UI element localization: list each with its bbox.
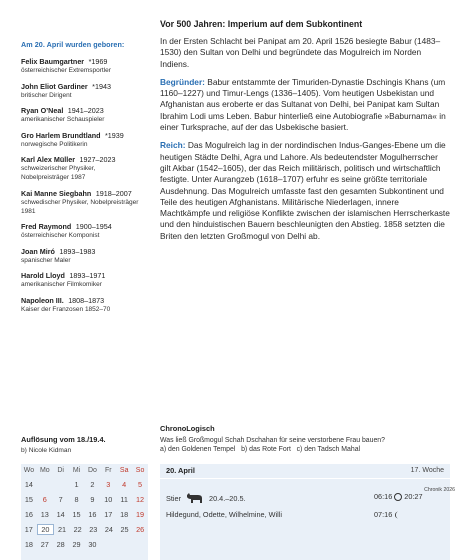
person-description: amerikanischer Filmkomiker: [21, 281, 102, 288]
calendar-day[interactable]: 30: [88, 540, 97, 549]
person-name: Gro Harlem Brundtland: [21, 130, 101, 140]
person-entry: [21, 55, 139, 75]
calendar-day[interactable]: 11: [120, 495, 128, 504]
person-years: 1927–2023: [79, 155, 116, 164]
person-description: österreichischer Komponist: [21, 232, 100, 239]
sunset-time: 20:27: [404, 492, 423, 501]
person-name: Felix Baumgartner: [21, 57, 85, 66]
calendar-day[interactable]: 13: [40, 510, 49, 519]
person-description: schweizerischer Physiker, Nobelpreisträger 1987: [21, 165, 96, 181]
chrono-answers: a) den Goldenen Tempel b) das Rote Fort c) den Tadsch Mahal: [160, 446, 361, 453]
person-name: Joan Miró: [21, 246, 55, 256]
calendar-day[interactable]: 12: [136, 495, 145, 504]
person-years: 1941–2023: [67, 106, 104, 115]
calendar-day[interactable]: 17: [104, 510, 113, 519]
calendar-week-number: 14: [24, 480, 33, 489]
person-description: amerikanischer Schauspieler: [21, 116, 105, 123]
person-years: *1943: [92, 81, 111, 91]
person-years: *1939: [104, 130, 124, 140]
calendar-day[interactable]: 15: [72, 510, 81, 519]
calendar-week-number: 15: [24, 495, 33, 504]
person-description: norwegische Politikerin: [21, 140, 88, 148]
calendar-day[interactable]: 18: [120, 510, 129, 519]
person-years: 1893–1971: [69, 271, 106, 280]
calendar-day[interactable]: 8: [74, 495, 79, 504]
calendar-day[interactable]: 22: [73, 525, 82, 534]
person-entry: [21, 129, 139, 149]
zodiac-range: 20.4.–20.5.: [209, 493, 246, 503]
weekday-label: Do: [87, 467, 97, 474]
person-entry: [21, 80, 139, 100]
divider: [160, 478, 450, 479]
empire-lead: Reich:: [160, 140, 186, 151]
person-description: Kaiser der Franzosen 1852–70: [21, 305, 111, 313]
person-years: 1893–1983: [59, 246, 96, 256]
person-entry: [21, 153, 139, 182]
chrono-quiz: [160, 424, 460, 454]
calendar-day[interactable]: 4: [122, 480, 127, 489]
calendar-day[interactable]: 2: [90, 480, 95, 489]
calendar-day[interactable]: 16: [88, 510, 97, 519]
person-name: Kai Manne Siegbahn: [21, 188, 92, 198]
calendar-week-number: 18: [24, 540, 33, 549]
person-name: Harold Lloyd: [21, 271, 65, 280]
name-days: Hildegund, Odette, Wilhelmine, Willi: [166, 510, 282, 519]
solution-heading: Auflösung vom 18./19.4.: [21, 435, 106, 444]
calendar-day[interactable]: 23: [89, 525, 98, 534]
founder-text: Babur entstammte der Timuriden-Dynastie Dschingis Khans (um 1160–1227) und Timur-Lengs (1336–1405). Vom heutigen Usbekistan und Afghanistan aus eroberte er das Sultanat von Delhi, bei Panipat kam Sultan Ibrahim Lodi ums Leben. Babur hinterließ eine Autobiografie »Baburnama« in einer Turksprache, auf der das Usbekische basiert.: [160, 76, 446, 133]
births-list: [21, 40, 139, 318]
calendar-week-row: [21, 492, 148, 507]
calendar-day[interactable]: 6: [42, 495, 47, 504]
person-name: Karl Alex Müller: [21, 155, 76, 164]
weekday-label: Mi: [72, 467, 81, 474]
day-header: [160, 464, 450, 477]
calendar-week-row: [21, 477, 148, 492]
empire-text: Das Mogulreich lag in der nordindischen Indus-Ganges-Ebene um die heutigen Städte Delhi, Agra und Lahore. Als bedeutendster Mogulherrscher gilt Akbar (1542–1605), der das Reich militärisch, politisch und wirtschaftlich festigte. Unter Aurangzeb (1618–1707) erfuhr es seine größte territoriale Ausdehnung. Das Mogulreich umfasste fast den gesamten Subkontinent und Teile des heutigen Afghanistans. Militärische Niederlagen, innere Machtkämpfe und religiöse Konflikte zwischen der islamischen Herrscherkaste und den hinduistischen Bauern beschleunigten den Abstieg. 1858 setzten die Briten den letzten Großmogul von Delhi ab.: [160, 140, 450, 241]
person-entry: [21, 187, 139, 216]
person-years: 1900–1954: [75, 222, 112, 231]
person-name: Fred Raymond: [21, 222, 72, 231]
person-name: Napoleon III.: [21, 295, 64, 305]
weekday-label: Fr: [105, 467, 112, 474]
calendar-day[interactable]: 27: [40, 540, 49, 549]
zodiac: [166, 492, 246, 504]
person-years: 1918–2007: [95, 188, 132, 198]
person-entry: [21, 269, 139, 289]
weekday-label: So: [135, 467, 145, 474]
calendar-day[interactable]: 3: [106, 480, 111, 489]
person-description: österreichischer Extremsportler: [21, 67, 111, 74]
article-paragraph-empire: [160, 140, 450, 242]
weekday-label: Wo: [23, 467, 35, 474]
calendar-day[interactable]: 28: [56, 540, 65, 549]
chrono-heading: ChronoLogisch: [160, 424, 215, 433]
births-header: Am 20. April wurden geboren:: [21, 40, 125, 49]
calendar-day[interactable]: 10: [104, 495, 113, 504]
calendar-day[interactable]: 21: [58, 525, 67, 534]
calendar-day[interactable]: 24: [104, 525, 113, 534]
calendar-day[interactable]: 19: [136, 510, 145, 519]
person-description: schwedischer Physiker, Nobelpreisträger 1981: [21, 198, 139, 215]
article-intro: In der Ersten Schlacht bei Panipat am 20. April 1526 besiegte Babur (1483–1530) den Sultan von Delhi und begründete das Mogulreich im Norden Indiens.: [160, 36, 441, 69]
calendar-day[interactable]: 14: [56, 510, 65, 519]
weekday-label: Sa: [119, 467, 129, 474]
day-date: 20. April: [166, 466, 195, 475]
bull-icon: [185, 492, 205, 504]
moon-times: [374, 510, 402, 519]
calendar-weekday-header: [21, 464, 148, 477]
person-entry: [21, 245, 139, 265]
chrono-question: Was ließ Großmogul Schah Dschahan für seine verstorbene Frau bauen?: [160, 437, 385, 444]
article: [160, 19, 450, 249]
calendar-grid: [21, 477, 148, 552]
zodiac-sign: Stier: [166, 493, 182, 503]
month-calendar: [21, 464, 148, 560]
weekday-label: Mo: [39, 467, 50, 474]
article-paragraph-founder: [160, 77, 450, 133]
weekday-label: Di: [57, 467, 64, 474]
person-name: Ryan O’Neal: [21, 106, 64, 115]
people-list: [21, 55, 139, 314]
person-entry: [21, 220, 139, 240]
calendar-day[interactable]: 9: [90, 495, 95, 504]
person-years: *1969: [88, 57, 108, 66]
week-number: 17. Woche: [410, 467, 444, 474]
footer: Chronik 2026: [424, 487, 455, 493]
person-description: spanischer Maler: [21, 256, 71, 264]
article-title: Vor 500 Jahren: Imperium auf dem Subkontinent: [160, 19, 363, 29]
person-entry: [21, 294, 139, 314]
person-description: britischer Dirigent: [21, 91, 72, 99]
founder-lead: Begründer:: [160, 76, 205, 87]
calendar-day[interactable]: 5: [138, 480, 143, 489]
calendar-week-number: 17: [24, 525, 33, 534]
moon-time: 07:16: [374, 510, 393, 519]
person-name: John Eliot Gardiner: [21, 81, 88, 91]
sunrise-time: 06:16: [374, 492, 393, 501]
person-years: 1808–1873: [68, 295, 105, 305]
calendar-week-row: [21, 537, 148, 552]
calendar-day[interactable]: 20: [37, 524, 55, 535]
calendar-day[interactable]: 7: [58, 495, 63, 504]
calendar-day[interactable]: 26: [136, 525, 145, 534]
sun-times: [374, 492, 423, 501]
moon-icon: [395, 511, 402, 519]
calendar-week-number: 16: [24, 510, 33, 519]
calendar-week-row: [21, 522, 148, 537]
calendar-week-row: [21, 507, 148, 522]
solution-box: [21, 435, 139, 454]
calendar-day[interactable]: 29: [72, 540, 81, 549]
solution-text: b) Nicole Kidman: [21, 447, 72, 454]
person-entry: [21, 104, 139, 124]
sun-icon: [394, 493, 402, 501]
day-info: [160, 464, 450, 560]
calendar-day[interactable]: 1: [74, 480, 79, 489]
calendar-day[interactable]: 25: [120, 525, 129, 534]
